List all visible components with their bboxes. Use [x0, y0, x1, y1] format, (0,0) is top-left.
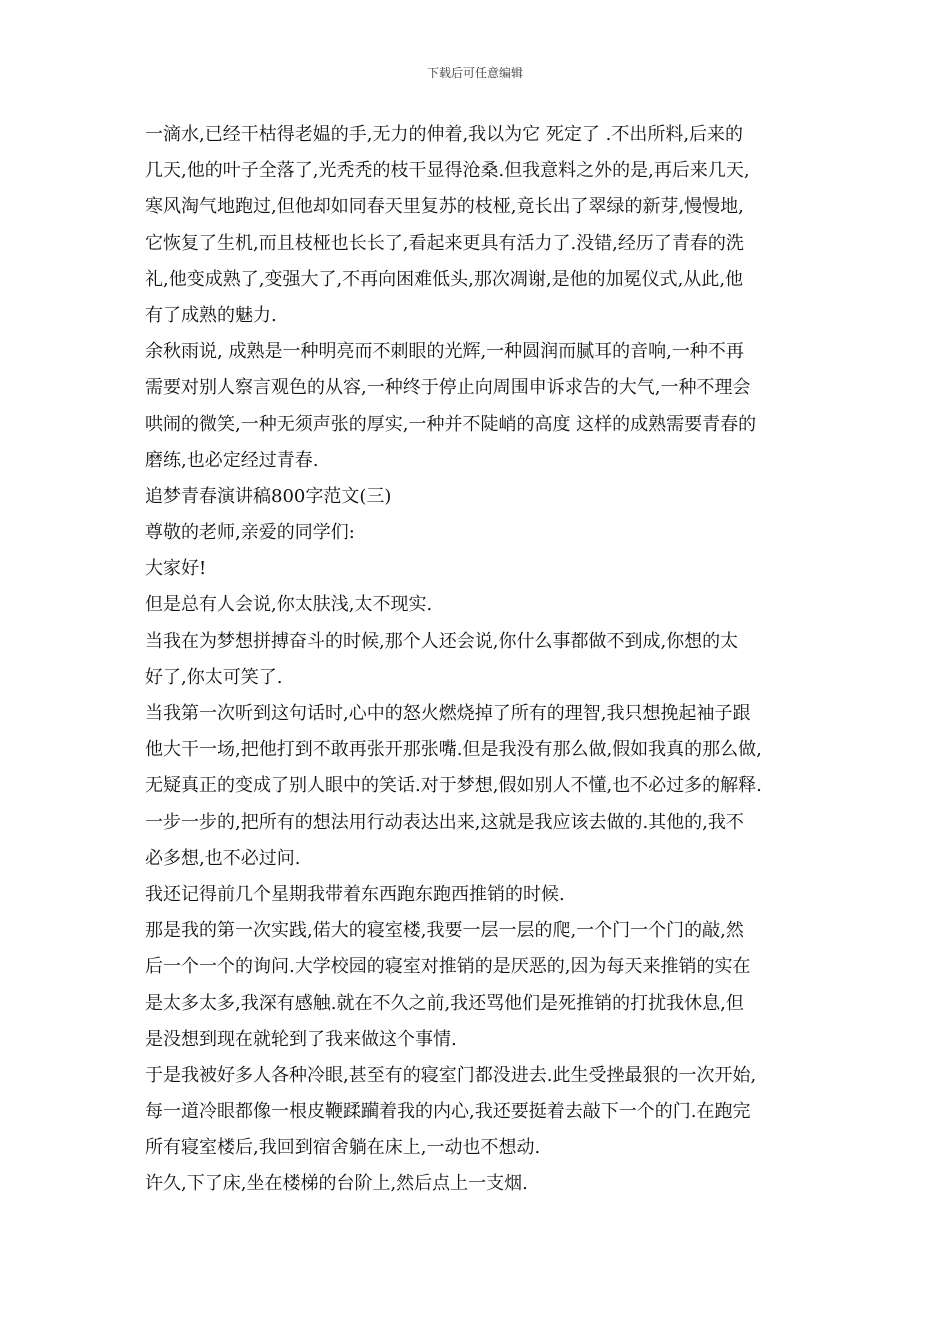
document-body [145, 117, 815, 1203]
page-header: 下载后可任意编辑 [426, 66, 523, 80]
text-line: 哄闹的微笑,一种无须声张的厚实,一种并不陡峭的高度 这样的成熟需要青春的 [145, 413, 757, 435]
text-line: 他大干一场,把他打到不敢再张开那张嘴.但是我没有那么做,假如我真的那么做, [145, 739, 762, 761]
text-line: 是太多太多,我深有感触.就在不久之前,我还骂他们是死推销的打扰我休息,但 [145, 992, 744, 1014]
text-line: 磨练,也必定经过青春. [145, 449, 319, 471]
text-line: 是没想到现在就轮到了我来做这个事情. [145, 1028, 457, 1050]
section-heading: 追梦青春演讲稿800字范文(三) [145, 485, 392, 507]
text-line: 许久,下了床,坐在楼梯的台阶上,然后点上一支烟. [145, 1173, 528, 1195]
text-line: 当我第一次听到这句话时,心中的怒火燃烧掉了所有的理智,我只想挽起袖子跟 [145, 703, 751, 724]
text-line: 那是我的第一次实践,偌大的寝室楼,我要一层一层的爬,一个门一个门的敲,然 [145, 920, 744, 942]
text-line: 好了,你太可笑了. [145, 666, 283, 688]
text-line: 于是我被好多人各种冷眼,甚至有的寝室门都没进去.此生受挫最狠的一次开始, [145, 1064, 757, 1086]
text-line: 但是总有人会说,你太肤浅,太不现实. [145, 594, 433, 616]
text-line: 几天,他的叶子全落了,光秃秃的枝干显得沧桑.但我意料之外的是,再后来几天, [145, 160, 750, 182]
text-line: 一滴水,已经干枯得老媪的手,无力的伸着,我以为它 死定了 .不出所料,后来的 [145, 124, 744, 145]
text-line: 我还记得前几个星期我带着东西跑东跑西推销的时候. [145, 883, 565, 905]
text-line: 每一道冷眼都像一根皮鞭蹂躏着我的内心,我还要挺着去敲下一个的门.在跑完 [145, 1101, 751, 1123]
text-line: 大家好! [145, 558, 207, 580]
text-line: 无疑真正的变成了别人眼中的笑话.对于梦想,假如别人不懂,也不必过多的解释. [145, 775, 762, 797]
text-line: 余秋雨说, 成熟是一种明亮而不刺眼的光辉,一种圆润而腻耳的音响,一种不再 [145, 341, 744, 363]
text-line: 需要对别人察言观色的从容,一种终于停止向周围申诉求告的大气,一种不理会 [145, 377, 751, 399]
text-line: 所有寝室楼后,我回到宿舍躺在床上,一动也不想动. [145, 1137, 541, 1159]
text-line: 寒风淘气地跑过,但他却如同春天里复苏的枝桠,竟长出了翠绿的新芽,慢慢地, [145, 196, 744, 218]
text-line: 礼,他变成熟了,变强大了,不再向困难低头,那次凋谢,是他的加冕仪式,从此,他 [145, 268, 744, 290]
text-line: 一步一步的,把所有的想法用行动表达出来,这就是我应该去做的.其他的,我不 [145, 811, 744, 833]
text-line: 后一个一个的询问.大学校园的寝室对推销的是厌恶的,因为每天来推销的实在 [145, 956, 751, 978]
text-line: 它恢复了生机,而且枝桠也长长了,看起来更具有活力了.没错,经历了青春的洗 [145, 232, 744, 254]
text-line: 当我在为梦想拼搏奋斗的时候,那个人还会说,你什么事都做不到成,你想的太 [145, 630, 739, 652]
text-line: 尊敬的老师,亲爱的同学们: [145, 522, 355, 544]
text-line: 必多想,也不必过问. [145, 847, 301, 869]
text-line: 有了成熟的魅力. [145, 304, 277, 326]
